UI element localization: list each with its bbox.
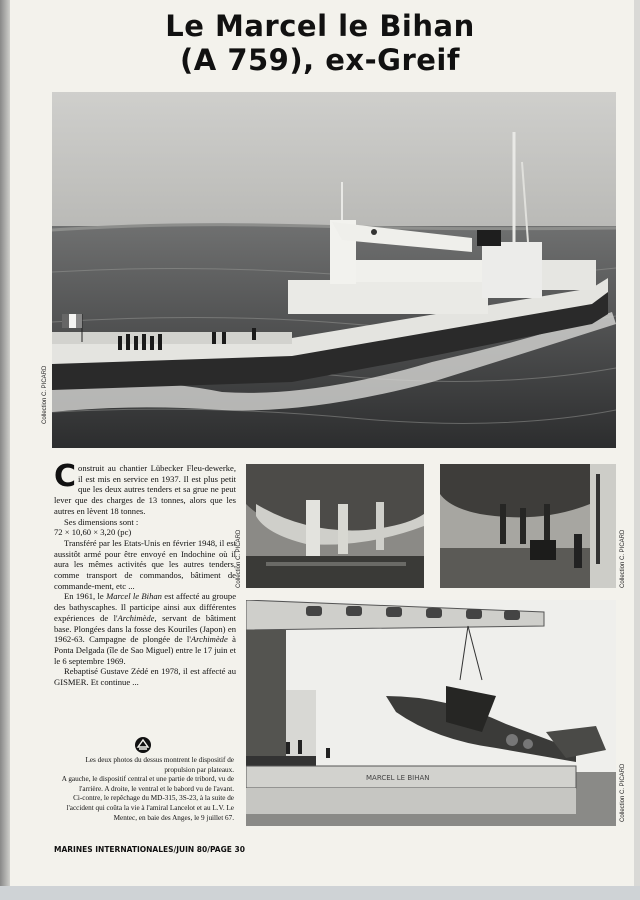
bathyscaphe-name-italic: Archimède (117, 612, 155, 623)
page-binding-shadow (0, 0, 10, 900)
hull-left-photo-credit: Collection C. PICARD (236, 529, 242, 588)
seaplane-crane-illustration (246, 600, 616, 826)
text-run: , servant de bâtiment base. Plongées dans la fosse des Kouriles (Japon) en 1962-63. Campagne de plongée de l' (54, 612, 237, 645)
hull-photo-right (440, 464, 616, 588)
text-run: est affecté au groupe des bathyscaphes. Il participe ainsi aux différentes expériences de l' (54, 591, 237, 623)
caption-line-3: Ci-contre, le repêchage du MD-315, 3S-23, à la suite de l'accident qui coûta la vie à l'amiral Lancelot et au L.V. Le Mentec, en baie des Anges, le 9 juillet 67. (66, 794, 234, 822)
seaplane-recovery-photo (246, 600, 616, 826)
article-title-line-2: (A 759), ex-Greif (180, 43, 460, 77)
main-photo-credit: Collection C. PICARD (42, 365, 48, 424)
paragraph-construction: onstruit au chantier Lübecker Fleu-dewerke, il est mis en service en 1937. Il est plus petit que les deux autres tenders et sa grue ne peut lever que des charges de 13 tonnes, alors que les autres en lèvent 18 tonnes. (54, 463, 236, 516)
text-run: à Ponta Delgada (île de Sao Miguel) entre le 17 juin et le 6 septembre 1969. (54, 634, 236, 666)
hull-right-photo-credit: Collection C. PICARD (620, 529, 626, 588)
paragraph-dimensions: 72 × 10,60 × 3,20 (pc) (54, 527, 132, 538)
magazine-logo-icon (134, 736, 152, 754)
ship-name-italic: Marcel le Bihan (106, 591, 162, 602)
article-title-line-1: Le Marcel le Bihan (165, 9, 475, 43)
ship-illustration (52, 92, 616, 448)
hull-propulsion-illustration (246, 464, 424, 588)
caption-line-2: A gauche, le dispositif central et une partie de tribord, vu de l'arrière. A droite, le ventral et le babord vu de l'avant. (61, 775, 234, 793)
scan-border (0, 886, 640, 900)
photo-caption (58, 756, 234, 823)
seaplane-photo-credit: Collection C. PICARD (620, 763, 626, 822)
paragraph-transfer: Transféré par les Etats-Unis en février 1948, il est aussitôt armé pour être envoyé en Indochine où il aura les mêmes activités que les autres tenders, comme transport de commandos, bâtiment de commande-ment, etc ... (54, 537, 236, 591)
caption-line-1: Les deux photos du dessus montrent le dispositif de propulsion par plateaux. (85, 756, 234, 774)
main-ship-photo (52, 92, 616, 448)
text-run: En 1961, le (64, 591, 107, 602)
hull-keel-illustration (440, 464, 616, 588)
drop-cap: C (54, 459, 77, 494)
bathyscaphe-name-italic: Archimède (190, 634, 228, 645)
ship-hull-name-text: MARCEL LE BIHAN (366, 774, 430, 782)
paragraph-bathyscaphes (54, 591, 236, 666)
page-footer: MARINES INTERNATIONALES/JUIN 80/PAGE 30 (54, 845, 245, 854)
article-body (54, 459, 237, 688)
hull-photo-left (246, 464, 424, 588)
paragraph-renaming: Rebaptisé Gustave Zédé en 1978, il est affecté au GISMER. Et continue ... (54, 666, 236, 688)
paragraph-dimensions-intro: Ses dimensions sont : (64, 516, 139, 527)
